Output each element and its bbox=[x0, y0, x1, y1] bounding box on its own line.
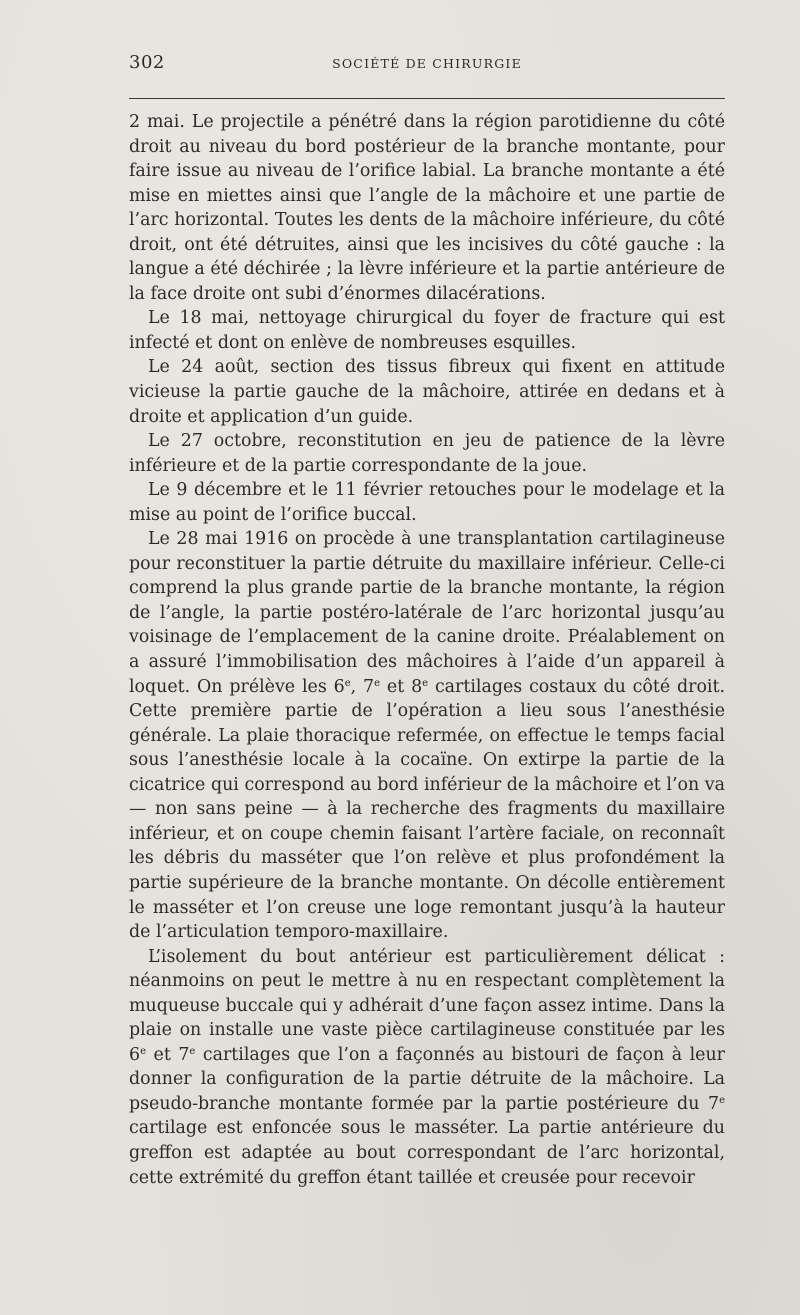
text-run: et 7 bbox=[146, 1044, 190, 1065]
paragraph-transplantation bbox=[129, 527, 725, 944]
header-rule bbox=[129, 98, 725, 99]
running-head bbox=[129, 52, 725, 78]
superscript: e bbox=[140, 1045, 146, 1057]
text-run: L’isolement du bout antérieur est particulièrement délicat : néanmoins on peut le mettre à nu en respectant complètement la muqueuse buccale qui y adhérait d’une façon assez intime. Dans la plaie on installe une vaste pièce cartilagineuse constituée par les 6 bbox=[129, 946, 725, 1065]
text-run: Le 28 mai 1916 on procède à une transplantation cartilagineuse pour reconstituer la partie détruite du maxillaire inférieur. Celle-ci comprend la plus grande partie de la branche montante, la région de l’angle, la partie postéro-latérale de l’arc horizontal jusqu’au voisinage de l’emplacement de la canine droite. Préalablement on a assuré l’immobilisation des mâchoires à l’aide d’un appareil à loquet. On prélève les 6 bbox=[129, 529, 725, 697]
text-run: cartilages costaux du côté droit. Cette première partie de l’opération a lieu sous l’anesthésie générale. La plaie thoracique refermée, on effectue le temps facial sous l’anesthésie locale à la cocaïne. On extirpe la partie de la cicatrice qui correspond au bord inférieur de la mâchoire et l’on va — non sans peine — à la recherche des fragments du maxillaire inférieur, et on coupe chemin faisant l’artère faciale, on reconnaît les débris du masséter que l’on relève et plus profondément la partie supérieure de la branche montante. On décolle entièrement le masséter et l’on creuse une loge remontant jusqu’à la hauteur de l’articulation temporo-maxillaire. bbox=[129, 676, 726, 943]
paragraph: Le 18 mai, nettoyage chirurgical du foyer de fracture qui est infecté et dont on enlève de nombreuses esquilles. bbox=[129, 308, 725, 353]
paragraph: 2 mai. Le projectile a pénétré dans la région parotidienne du côté droit au niveau du bord postérieur de la branche montante, pour faire issue au niveau de l’orifice labial. La branche montante a été mise en miettes ainsi que l’angle de la mâchoire et une partie de l’arc horizontal. Toutes les dents de la mâchoire inférieure, du côté droit, ont été détruites, ainsi que les incisives du côté gauche : la langue a été déchirée ; la lèvre inférieure et la partie antérieure de la face droite ont subi d’énormes dilacérations. bbox=[129, 112, 725, 304]
text-run: cartilage est enfoncée sous le masséter. La partie antérieure du greffon est adaptée au bout correspondant de l’arc horizontal, cette extrémité du greffon étant taillée et creusée pour recevoir bbox=[129, 1118, 725, 1188]
superscript: e bbox=[422, 677, 429, 689]
running-head-title: SOCIÉTÉ DE CHIRURGIE bbox=[332, 56, 522, 71]
paragraph: Le 9 décembre et le 11 février retouches pour le modelage et la mise au point de l’orifice buccal. bbox=[129, 480, 725, 525]
page-number: 302 bbox=[129, 52, 165, 73]
paragraph-isolement bbox=[129, 945, 725, 1190]
body-text bbox=[129, 110, 725, 1190]
superscript: e bbox=[344, 677, 351, 689]
text-run: , 7 bbox=[350, 676, 375, 697]
text-run: et 8 bbox=[380, 676, 423, 697]
superscript: e bbox=[189, 1045, 196, 1057]
paragraph: Le 27 octobre, reconstitution en jeu de patience de la lèvre inférieure et de la partie correspondante de la joue. bbox=[129, 431, 725, 476]
superscript: e bbox=[719, 1094, 725, 1106]
paragraph: Le 24 août, section des tissus fibreux qui fixent en attitude vicieuse la partie gauche de la mâchoire, attirée en dedans et à droite et application d’un guide. bbox=[129, 357, 725, 427]
superscript: e bbox=[374, 677, 381, 689]
text-run: cartilages que l’on a façonnés au bistouri de façon à leur donner la configuration de la partie détruite de la mâchoire. La pseudo-branche montante formée par la partie postérieure du 7 bbox=[129, 1044, 725, 1114]
